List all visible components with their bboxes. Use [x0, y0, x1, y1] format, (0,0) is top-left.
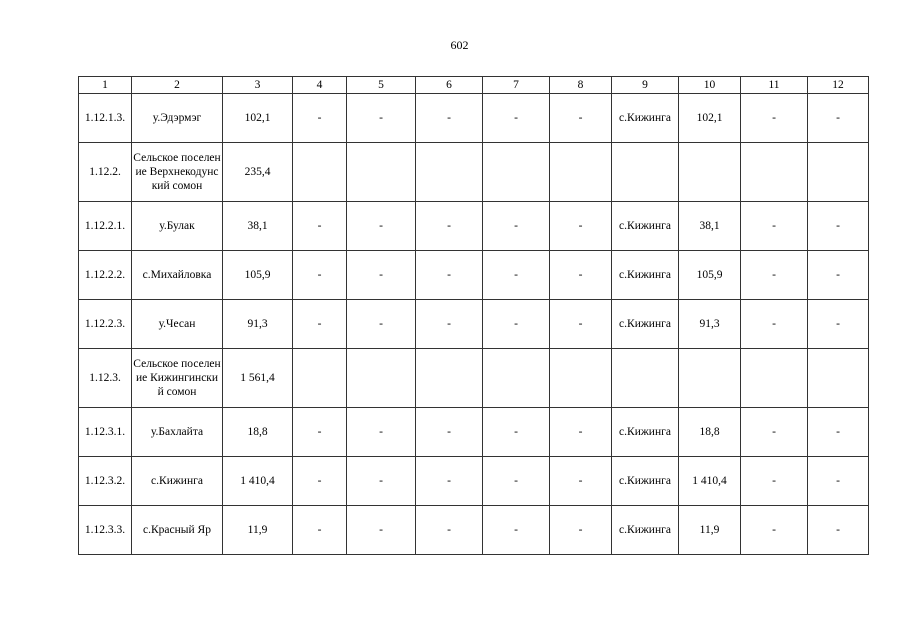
col11-cell [741, 349, 808, 408]
col10-cell: 18,8 [679, 408, 741, 457]
data-table [78, 76, 869, 555]
col7-cell: - [483, 300, 550, 349]
col11-cell: - [741, 300, 808, 349]
column-header: 10 [679, 77, 741, 94]
col5-cell: - [347, 202, 416, 251]
value-cell: 11,9 [223, 506, 293, 555]
col4-cell: - [293, 408, 347, 457]
table-row [79, 506, 869, 555]
code-cell: 1.12.3.3. [79, 506, 132, 555]
table-row [79, 349, 869, 408]
col4-cell: - [293, 202, 347, 251]
col11-cell: - [741, 506, 808, 555]
name-cell: с.Михайловка [132, 251, 223, 300]
col8-cell: - [550, 408, 612, 457]
col6-cell: - [416, 506, 483, 555]
center-cell: с.Кижинга [612, 202, 679, 251]
column-header: 2 [132, 77, 223, 94]
column-header: 4 [293, 77, 347, 94]
name-cell: Сельское поселение Верхнекодунский сомон [132, 143, 223, 202]
name-cell: Сельское поселение Кижингинский сомон [132, 349, 223, 408]
col11-cell [741, 143, 808, 202]
col7-cell: - [483, 506, 550, 555]
col12-cell: - [808, 94, 869, 143]
col12-cell: - [808, 506, 869, 555]
col5-cell [347, 143, 416, 202]
col4-cell: - [293, 94, 347, 143]
col8-cell: - [550, 457, 612, 506]
name-cell: с.Красный Яр [132, 506, 223, 555]
value-cell: 91,3 [223, 300, 293, 349]
col11-cell: - [741, 251, 808, 300]
table-row [79, 143, 869, 202]
col7-cell: - [483, 94, 550, 143]
col7-cell: - [483, 251, 550, 300]
center-cell: с.Кижинга [612, 94, 679, 143]
col4-cell [293, 349, 347, 408]
col7-cell: - [483, 202, 550, 251]
col10-cell: 1 410,4 [679, 457, 741, 506]
col4-cell: - [293, 457, 347, 506]
col7-cell [483, 143, 550, 202]
column-header: 1 [79, 77, 132, 94]
value-cell: 105,9 [223, 251, 293, 300]
col8-cell [550, 143, 612, 202]
col12-cell: - [808, 457, 869, 506]
col12-cell [808, 143, 869, 202]
value-cell: 18,8 [223, 408, 293, 457]
column-header: 8 [550, 77, 612, 94]
col12-cell [808, 349, 869, 408]
value-cell: 1 410,4 [223, 457, 293, 506]
column-header: 9 [612, 77, 679, 94]
center-cell [612, 143, 679, 202]
column-header: 12 [808, 77, 869, 94]
col11-cell: - [741, 94, 808, 143]
col10-cell: 102,1 [679, 94, 741, 143]
col8-cell: - [550, 202, 612, 251]
col5-cell [347, 349, 416, 408]
table-row [79, 202, 869, 251]
col10-cell: 38,1 [679, 202, 741, 251]
center-cell: с.Кижинга [612, 457, 679, 506]
column-header: 11 [741, 77, 808, 94]
center-cell: с.Кижинга [612, 408, 679, 457]
table-row [79, 300, 869, 349]
code-cell: 1.12.3.1. [79, 408, 132, 457]
col8-cell [550, 349, 612, 408]
col5-cell: - [347, 506, 416, 555]
table-row [79, 457, 869, 506]
col10-cell [679, 349, 741, 408]
center-cell: с.Кижинга [612, 251, 679, 300]
code-cell: 1.12.3. [79, 349, 132, 408]
page-number: 602 [450, 38, 469, 52]
col6-cell: - [416, 408, 483, 457]
col10-cell: 11,9 [679, 506, 741, 555]
column-header: 3 [223, 77, 293, 94]
col7-cell [483, 349, 550, 408]
col11-cell: - [741, 408, 808, 457]
col8-cell: - [550, 300, 612, 349]
col4-cell: - [293, 300, 347, 349]
col12-cell: - [808, 408, 869, 457]
col4-cell: - [293, 251, 347, 300]
column-header: 5 [347, 77, 416, 94]
col5-cell: - [347, 251, 416, 300]
center-cell: с.Кижинга [612, 506, 679, 555]
col6-cell: - [416, 202, 483, 251]
column-header: 7 [483, 77, 550, 94]
col8-cell: - [550, 506, 612, 555]
col12-cell: - [808, 251, 869, 300]
table-body [79, 94, 869, 555]
col10-cell: 91,3 [679, 300, 741, 349]
code-cell: 1.12.2. [79, 143, 132, 202]
name-cell: у.Эдэрмэг [132, 94, 223, 143]
name-cell: у.Бахлайта [132, 408, 223, 457]
col5-cell: - [347, 457, 416, 506]
col12-cell: - [808, 202, 869, 251]
col12-cell: - [808, 300, 869, 349]
table-row [79, 408, 869, 457]
table-row [79, 94, 869, 143]
name-cell: у.Булак [132, 202, 223, 251]
center-cell [612, 349, 679, 408]
col11-cell: - [741, 457, 808, 506]
name-cell: с.Кижинга [132, 457, 223, 506]
name-cell: у.Чесан [132, 300, 223, 349]
col7-cell: - [483, 408, 550, 457]
header-row [79, 77, 869, 94]
table-row [79, 251, 869, 300]
code-cell: 1.12.1.3. [79, 94, 132, 143]
column-header: 6 [416, 77, 483, 94]
col4-cell [293, 143, 347, 202]
value-cell: 38,1 [223, 202, 293, 251]
col11-cell: - [741, 202, 808, 251]
col10-cell: 105,9 [679, 251, 741, 300]
value-cell: 235,4 [223, 143, 293, 202]
col6-cell: - [416, 457, 483, 506]
code-cell: 1.12.3.2. [79, 457, 132, 506]
col10-cell [679, 143, 741, 202]
value-cell: 1 561,4 [223, 349, 293, 408]
col5-cell: - [347, 94, 416, 143]
col6-cell: - [416, 94, 483, 143]
col6-cell: - [416, 300, 483, 349]
code-cell: 1.12.2.3. [79, 300, 132, 349]
col6-cell [416, 143, 483, 202]
code-cell: 1.12.2.1. [79, 202, 132, 251]
code-cell: 1.12.2.2. [79, 251, 132, 300]
col8-cell: - [550, 251, 612, 300]
center-cell: с.Кижинга [612, 300, 679, 349]
col6-cell [416, 349, 483, 408]
col4-cell: - [293, 506, 347, 555]
col6-cell: - [416, 251, 483, 300]
col5-cell: - [347, 300, 416, 349]
value-cell: 102,1 [223, 94, 293, 143]
col7-cell: - [483, 457, 550, 506]
col8-cell: - [550, 94, 612, 143]
col5-cell: - [347, 408, 416, 457]
